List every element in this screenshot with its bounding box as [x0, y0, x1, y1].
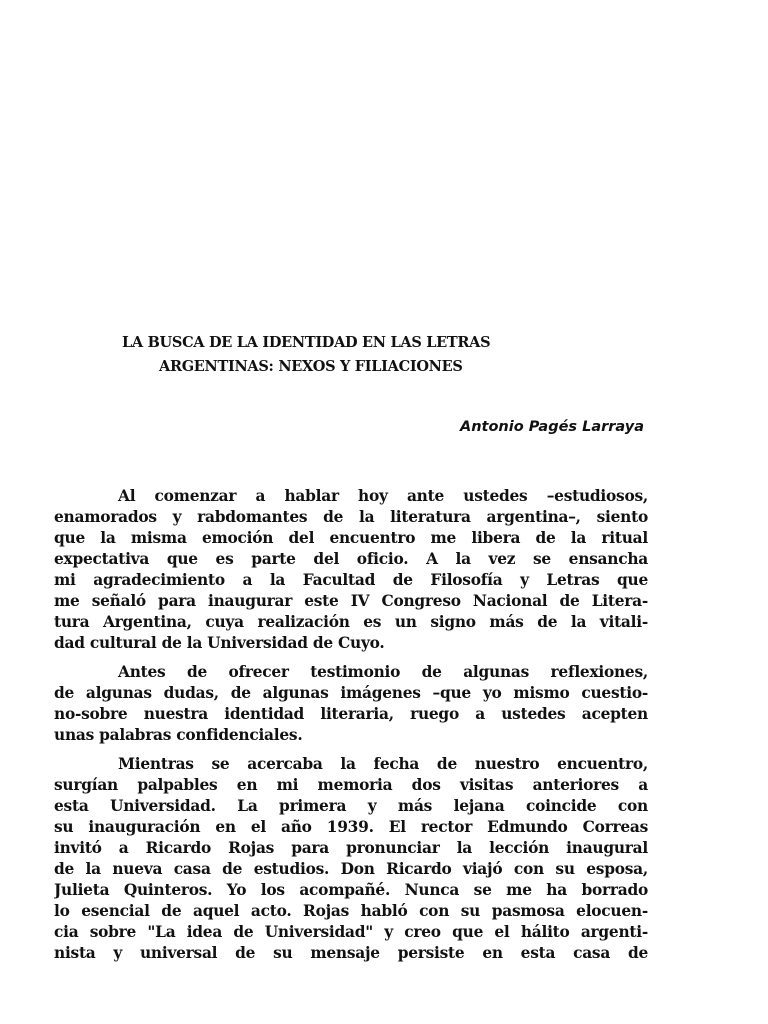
- author-name: Antonio Pagés Larraya: [459, 419, 644, 435]
- text-line: surgían palpables en mi memoria dos visitas anteriores a: [54, 776, 648, 794]
- paragraph-2: [54, 662, 648, 746]
- article-body: [54, 486, 648, 972]
- title-line-1: LA BUSCA DE LA IDENTIDAD EN LAS LETRAS: [122, 334, 491, 351]
- text-line: no-sobre nuestra identidad literaria, ruego a ustedes acepten: [54, 705, 648, 723]
- text-line: que la misma emoción del encuentro me libera de la ritual: [54, 529, 648, 547]
- text-line: su inauguración en el año 1939. El rector Edmundo Correas: [54, 818, 648, 836]
- text-line: tura Argentina, cuya realización es un signo más de la vitali-: [54, 613, 648, 631]
- text-line: esta Universidad. La primera y más lejana coincide con: [54, 797, 648, 815]
- paragraph-1: [54, 486, 648, 654]
- text-line: Antes de ofrecer testimonio de algunas reflexiones,: [118, 663, 648, 681]
- text-line: mi agradecimiento a la Facultad de Filosofía y Letras que: [54, 571, 648, 589]
- text-line: expectativa que es parte del oficio. A la vez se ensancha: [54, 550, 648, 568]
- text-line: lo esencial de aquel acto. Rojas habló con su pasmosa elocuen-: [54, 902, 648, 920]
- paragraph-3: [54, 754, 648, 964]
- text-line: de algunas dudas, de algunas imágenes –que yo mismo cuestio-: [54, 684, 648, 702]
- article-title: [122, 331, 622, 379]
- text-line: de la nueva casa de estudios. Don Ricardo viajó con su esposa,: [54, 860, 648, 878]
- text-line: invitó a Ricardo Rojas para pronunciar la lección inaugural: [54, 839, 648, 857]
- text-line: dad cultural de la Universidad de Cuyo.: [54, 634, 385, 652]
- text-line: enamorados y rabdomantes de la literatura argentina–, siento: [54, 508, 648, 526]
- title-line-2: ARGENTINAS: NEXOS Y FILIACIONES: [159, 358, 463, 375]
- text-line: cia sobre "La idea de Universidad" y creo que el hálito argenti-: [54, 923, 648, 941]
- text-line: unas palabras confidenciales.: [54, 726, 303, 744]
- text-line: me señaló para inaugurar este IV Congreso Nacional de Litera-: [54, 592, 648, 610]
- text-line: nista y universal de su mensaje persiste en esta casa de: [54, 944, 648, 962]
- text-line: Julieta Quinteros. Yo los acompañé. Nunca se me ha borrado: [54, 881, 648, 899]
- text-line: Al comenzar a hablar hoy ante ustedes –estudiosos,: [118, 487, 648, 505]
- text-line: Mientras se acercaba la fecha de nuestro encuentro,: [118, 755, 648, 773]
